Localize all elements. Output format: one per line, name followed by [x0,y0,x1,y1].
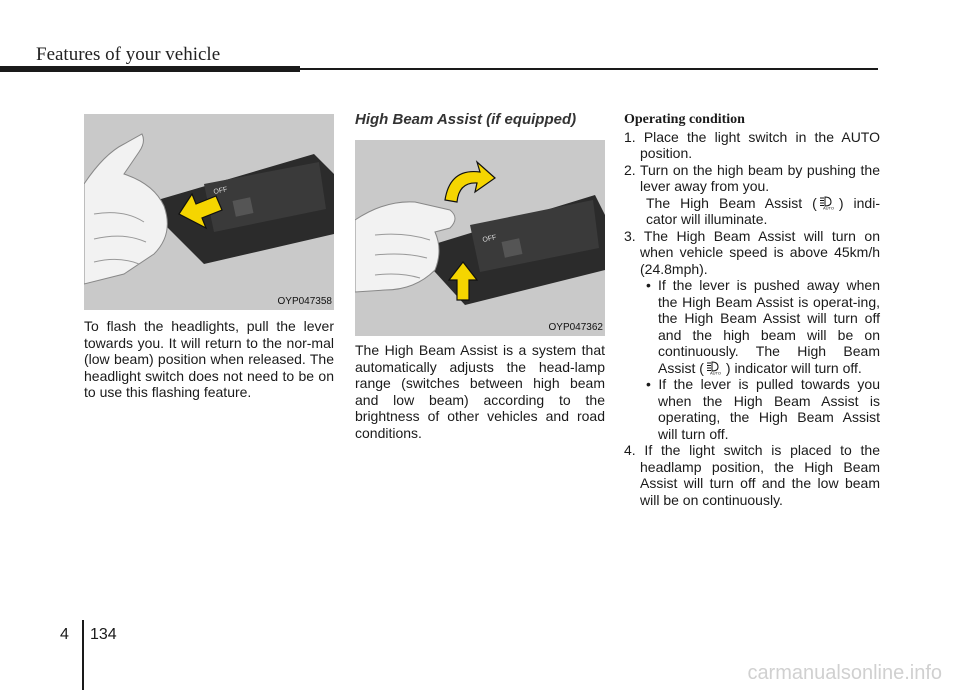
bullet-push-away [624,277,880,376]
header-title: Features of your vehicle [36,44,221,65]
step-2-note-pre: The High Beam Assist ( [646,194,817,211]
bullet-push-away-post: ) indicator will turn off. [725,359,862,376]
step-1: 1. Place the light switch in the AUTO position. [624,128,880,161]
auto-label: AUTO [709,370,721,375]
section-title: High Beam Assist (if equipped) [355,111,577,128]
operating-condition-title: Operating condition [624,112,745,127]
high-beam-assist-icon [706,361,724,375]
svg-text:OFF: OFF [212,186,229,196]
high-beam-assist-icon [819,196,837,210]
flash-description [84,318,334,401]
step-3: 3. The High Beam Assist will turn on when vehicle speed is above 45km/h (24.8mph). [624,227,880,277]
bullet-push-away-pre: • If the lever is pushed away when the High Beam Assist is operat-ing, the High Beam Assist will turn off and the high beam will be on continuously. The High Beam Assist ( [646,277,880,376]
step-2-note [624,195,880,228]
lever-push-drawing [355,140,605,336]
lever-pull-illustration [84,114,334,310]
step-2-note-post: ) indi-cator will illuminate. [646,194,880,227]
header-rule-accent [0,66,300,72]
bullet-pull-towards: • If the lever is pulled towards you when the High Beam Assist is operating, the High Beam Assist will turn off. [646,376,880,442]
hba-paragraph: The High Beam Assist is a system that automatically adjusts the head-lamp range (switches between high beam and low beam) according to the brightness of other vehicles and road conditions. [355,342,605,441]
lever-push-illustration [355,140,605,336]
figure-code: OYP047362 [548,322,603,333]
footer-divider [82,620,84,690]
step-2: 2. Turn on the high beam by pushing the lever away from you. [624,161,880,194]
figure-code: OYP047358 [277,296,332,307]
operating-condition-section [624,112,880,508]
page-number: 134 [90,626,117,643]
chapter-number: 4 [60,626,69,643]
lever-pull-drawing [84,114,334,310]
step-4: 4. If the light switch is placed to the headlamp position, the High Beam Assist will turn off and the low beam will be on continuously. [624,442,880,508]
svg-text:OFF: OFF [481,234,498,244]
auto-label: AUTO [822,205,834,210]
flash-paragraph: To flash the headlights, pull the lever towards you. It will return to the nor-mal (low beam) position when released. The headlight switch does not need to be on to use this flashing feature. [84,318,334,400]
watermark: carmanualsonline.info [747,662,942,684]
